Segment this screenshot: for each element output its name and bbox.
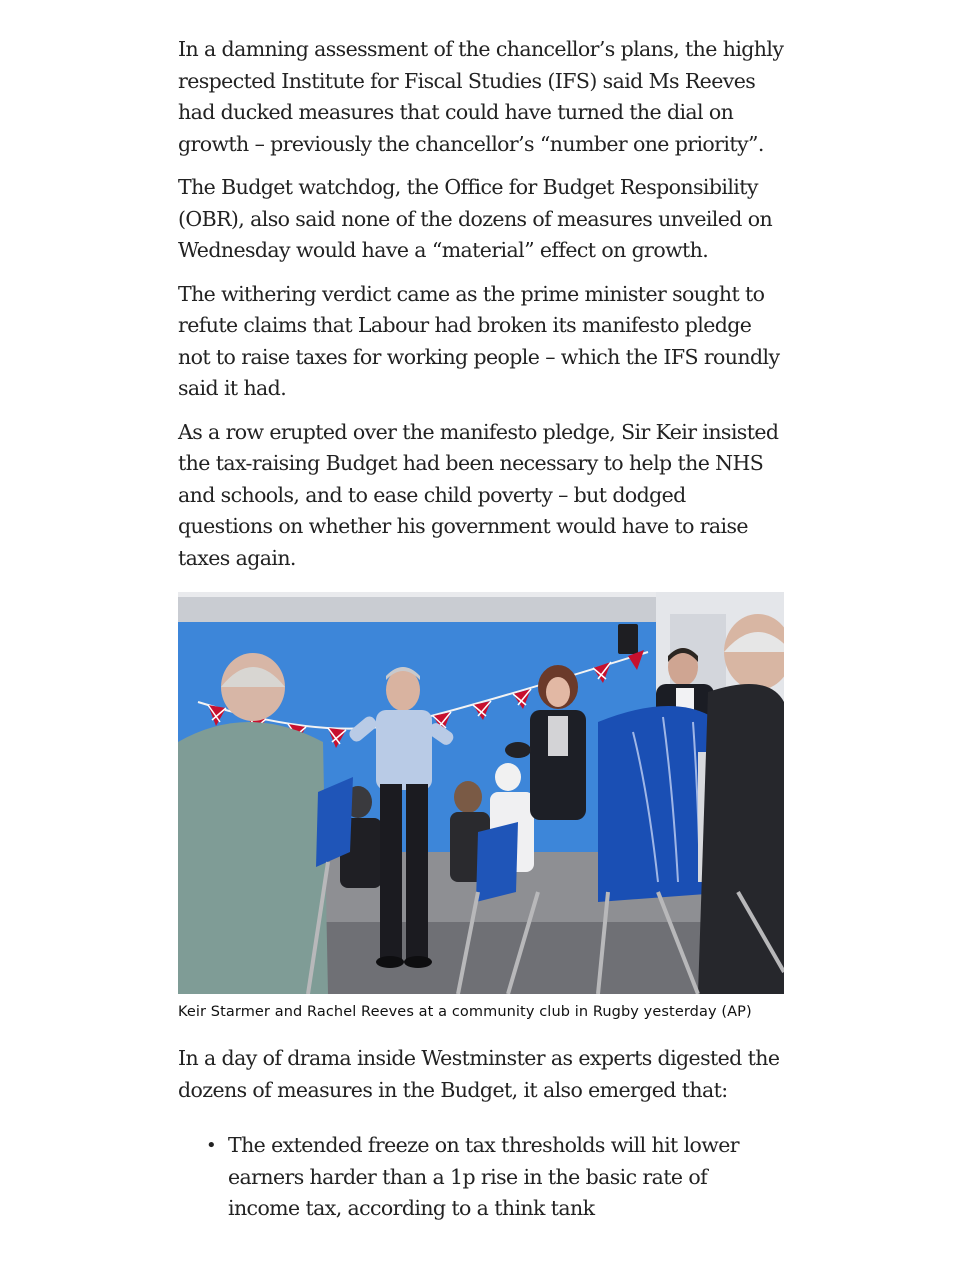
- article-figure: [178, 592, 784, 1021]
- bullet-item: [206, 1130, 784, 1225]
- photo-illustration: [178, 592, 784, 994]
- article-paragraph: In a day of drama inside Westminster as experts digested the dozens of measures in the Budget, it also emerged that:: [178, 1046, 780, 1102]
- article-paragraph: In a damning assessment of the chancellor’s plans, the highly respected Institute for Fiscal Studies (IFS) said Ms Reeves had ducked measures that could have turned the dial on growth – previously the chancellor’s “number one priority”.: [178, 37, 784, 156]
- article-paragraph: The Budget watchdog, the Office for Budget Responsibility (OBR), also said none of the dozens of measures unveiled on Wednesday would have a “material” effect on growth.: [178, 175, 773, 262]
- photo-caption: Keir Starmer and Rachel Reeves at a community club in Rugby yesterday (AP): [178, 1004, 752, 1020]
- bullet-text: The extended freeze on tax thresholds will hit lower earners harder than a 1p rise in the basic rate of income tax, according to a think tank: [228, 1133, 739, 1220]
- bullet-dot: •: [206, 1135, 217, 1156]
- article-paragraph: As a row erupted over the manifesto pledge, Sir Keir insisted the tax-raising Budget had been necessary to help the NHS and schools, and to ease child poverty – but dodged questions on whether his government would have to raise taxes again.: [178, 419, 779, 570]
- article-photo[interactable]: [178, 592, 784, 994]
- article-paragraph: The withering verdict came as the prime minister sought to refute claims that Labour had broken its manifesto pledge not to raise taxes for working people – which the IFS roundly said it had.: [178, 281, 780, 400]
- article-body: [178, 34, 784, 1225]
- bullet-list: [178, 1130, 784, 1225]
